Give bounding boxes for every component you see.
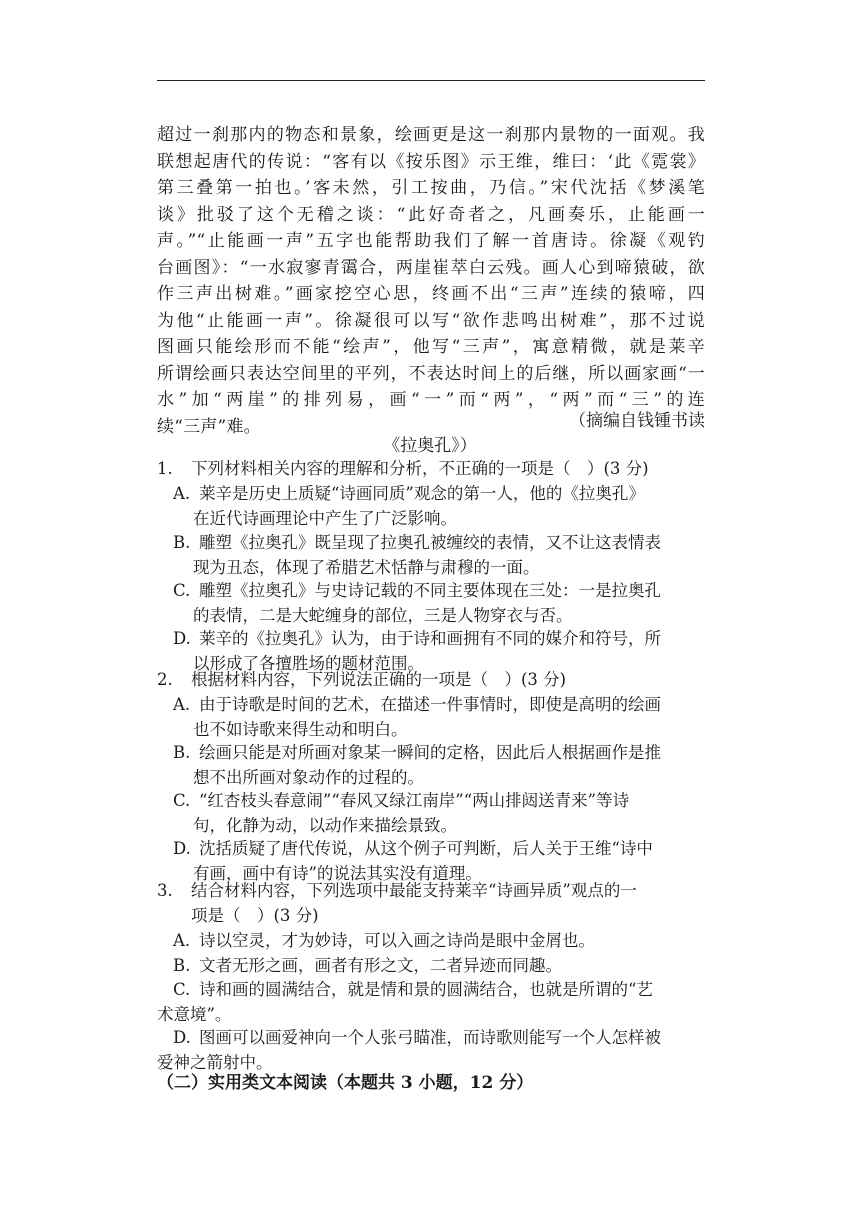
question-number: 2.	[157, 670, 173, 689]
section-heading: （二）实用类文本阅读（本题共 3 小题，12 分）	[157, 1073, 534, 1093]
passage-line: 水”加“两崖”的排列易，画“一”而“两”，“两”而“三”的连	[157, 390, 705, 410]
passage-line: 声。”“止能画一声”五字也能帮助我们了解一首唐诗。徐凝《观钓	[157, 231, 705, 251]
question-2-option-a[interactable]	[173, 692, 661, 742]
header-rule	[157, 80, 705, 81]
option-text: 诗和画的圆满结合，就是情和景的圆满结合，也就是所谓的“艺	[199, 980, 653, 999]
passage-line: 超过一刹那内的物态和景象，绘画更是这一刹那内景物的一面观。我	[157, 125, 705, 145]
passage-line: 图画只能绘形而不能“绘声”，他写“三声”，寓意精微，就是莱辛	[157, 337, 705, 357]
option-letter: B.	[173, 533, 191, 552]
passage-line: 所谓绘画只表达空间里的平列，不表达时间上的后继，所以画家画“一	[157, 363, 705, 384]
passage-line: 为他“止能画一声”。徐凝很可以写“欲作悲鸣出树难”，那不过说	[157, 310, 705, 331]
option-letter: B.	[173, 743, 191, 762]
option-letter: D.	[173, 839, 191, 858]
passage	[157, 122, 705, 440]
option-text: “红杏枝头春意闹”“春风又绿江南岸”“两山排闼送青来”等诗	[199, 791, 630, 810]
question-1-stem	[157, 456, 649, 481]
option-text: 的表情，二是大蛇缠身的部位，三是人物穿衣与否。	[193, 606, 573, 625]
option-letter: A.	[173, 931, 191, 950]
option-text: 雕塑《拉奥孔》与史诗记载的不同主要体现在三处：一是拉奥孔	[199, 581, 661, 600]
question-3-stem	[157, 878, 637, 928]
question-stem: 下列材料相关内容的理解和分析，不正确的一项是（ ）(3 分)	[191, 459, 649, 478]
question-1-option-c[interactable]	[173, 578, 661, 628]
option-text: 雕塑《拉奥孔》既呈现了拉奥孔被缠绞的表情，又不让这表情表	[199, 533, 661, 552]
passage-line: 第三叠第一拍也。’客未然，引工按曲，乃信。”宋代沈括《梦溪笔	[157, 178, 705, 198]
passage-line: 台画图》：“一水寂寥青霭合，两崖崔萃白云残。画人心到啼猿破，欲	[157, 257, 705, 278]
question-2-option-c[interactable]	[173, 788, 629, 838]
source-citation-line2: 《拉奥孔》）	[383, 436, 477, 456]
option-text: 也不如诗歌来得生动和明白。	[193, 720, 408, 739]
option-letter: D.	[173, 629, 191, 648]
passage-line: 谈》批驳了这个无稽之谈：“此好奇者之，凡画奏乐，止能画一	[157, 204, 705, 225]
option-text: 诗以空灵，才为妙诗，可以入画之诗尚是眼中金屑也。	[199, 931, 595, 950]
question-3-option-b[interactable]	[173, 953, 562, 978]
question-1-option-a[interactable]	[173, 481, 645, 531]
option-letter: B.	[173, 956, 191, 975]
question-2-option-b[interactable]	[173, 740, 661, 790]
question-stem: 结合材料内容，下列选项中最能支持莱辛“诗画异质”观点的一	[191, 881, 637, 900]
option-text: 莱辛的《拉奥孔》认为，由于诗和画拥有不同的媒介和符号，所	[199, 629, 661, 648]
question-stem-continued: 项是（ ）(3 分)	[191, 906, 319, 925]
option-letter: C.	[173, 791, 191, 810]
option-text: 文者无形之画，画者有形之文，二者异迹而同趣。	[199, 956, 562, 975]
option-text: 图画可以画爱神向一个人张弓瞄准，而诗歌则能写一个人怎样被	[199, 1028, 661, 1047]
option-text: 以形成了各擅胜场的题材范围。	[193, 654, 424, 673]
question-number: 3.	[157, 881, 173, 900]
option-text: 现为丑态，体现了希腊艺术恬静与肃穆的一面。	[193, 558, 540, 577]
option-text: 有画，画中有诗”的说法其实没有道理。	[193, 864, 482, 883]
option-text: 莱辛是历史上质疑“诗画同质”观念的第一人，他的《拉奥孔》	[199, 484, 645, 503]
question-stem: 根据材料内容，下列说法正确的一项是（ ）(3 分)	[191, 670, 567, 689]
question-3-option-a[interactable]	[173, 928, 595, 953]
option-text: 由于诗歌是时间的艺术，在描述一件事情时，即使是高明的绘画	[199, 695, 661, 714]
option-letter: C.	[173, 980, 191, 999]
option-text: 句，化静为动，以动作来描绘景致。	[193, 816, 457, 835]
question-1-option-b[interactable]	[173, 530, 661, 580]
option-text: 爱神之箭射中。	[157, 1053, 273, 1072]
passage-line: 联想起唐代的传说：“客有以《按乐图》示王维，维曰：‘此《霓裳》	[157, 151, 705, 172]
question-number: 1.	[157, 459, 173, 478]
option-letter: C.	[173, 581, 191, 600]
passage-line: 作三声出树难。”画家挖空心思，终画不出“三声”连续的猿啼，四	[157, 284, 705, 304]
option-text: 在近代诗画理论中产生了广泛影响。	[193, 509, 457, 528]
option-text: 术意境”。	[157, 1005, 232, 1024]
option-letter: A.	[173, 484, 191, 503]
option-text: 沈括质疑了唐代传说，从这个例子可判断，后人关于王维“诗中	[199, 839, 653, 858]
option-text: 绘画只能是对所画对象某一瞬间的定格，因此后人根据画作是推	[199, 743, 661, 762]
question-3-option-c[interactable]	[157, 977, 653, 1027]
option-letter: D.	[173, 1028, 191, 1047]
question-2-stem	[157, 667, 566, 692]
passage-line: 续“三声”难。	[157, 416, 261, 437]
source-citation-line1: （摘编自钱锺书读	[569, 411, 705, 431]
option-letter: A.	[173, 695, 191, 714]
option-text: 想不出所画对象动作的过程的。	[193, 768, 424, 787]
